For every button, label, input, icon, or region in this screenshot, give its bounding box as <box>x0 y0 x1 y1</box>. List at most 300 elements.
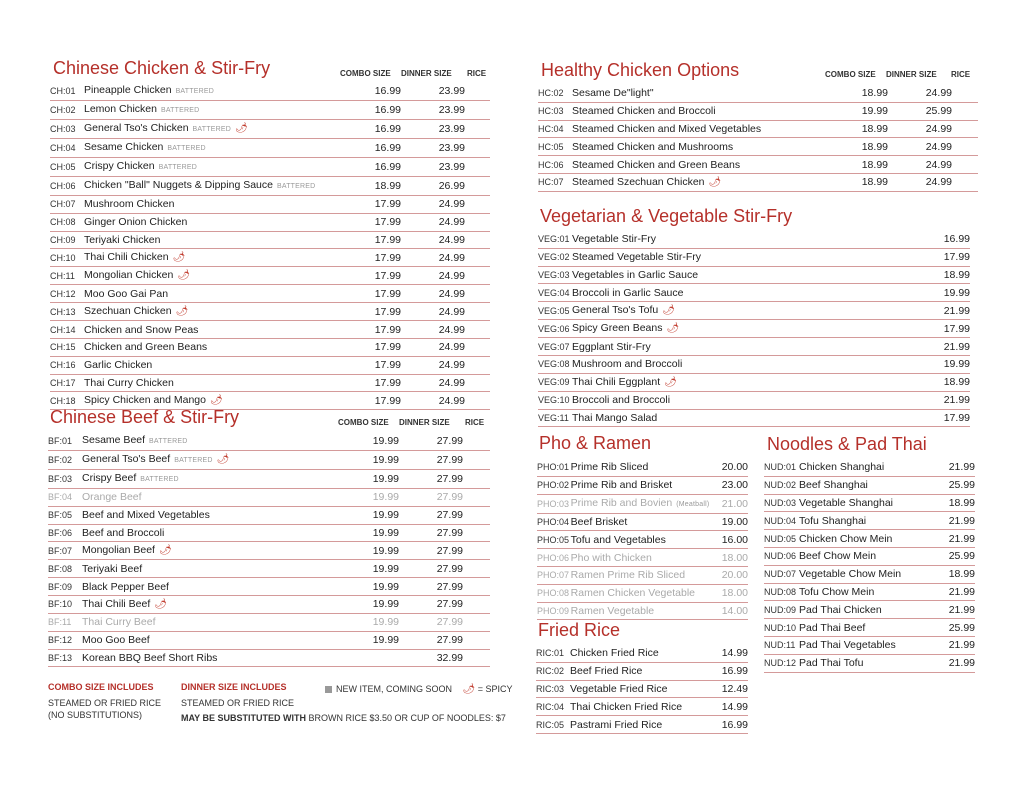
rice-cell <box>463 470 490 489</box>
dinner-price: 24.99 <box>888 173 952 191</box>
rice-cell <box>463 489 490 507</box>
dinner-price: 27.99 <box>399 578 463 596</box>
item-name: General Tso's Beef <box>82 453 171 465</box>
item-name: Mushroom Chicken <box>84 198 175 211</box>
item-name: General Tso's Chicken <box>84 122 189 134</box>
combo-price: 19.99 <box>344 506 399 524</box>
chili-pepper-icon: 🌶︎ <box>177 270 191 282</box>
table-row <box>538 120 978 138</box>
dinner-price: 27.99 <box>399 542 463 560</box>
combo-price: 17.99 <box>346 374 401 392</box>
battered-tag: BATTERED <box>149 438 188 445</box>
item-name-cell <box>82 578 344 596</box>
table-row <box>764 619 975 637</box>
item-name-cell <box>84 196 346 214</box>
item-name-cell <box>799 583 935 601</box>
item-name: Teriyaki Beef <box>82 562 143 575</box>
item-name-cell <box>799 619 935 637</box>
dinner-price: 24.99 <box>401 303 465 321</box>
chili-pepper-icon: 🌶︎ <box>216 454 230 465</box>
table-row <box>48 578 490 596</box>
item-name: Mongolian Beef <box>82 544 155 557</box>
item-price: 16.99 <box>911 231 970 248</box>
item-code: VEG:09 <box>538 373 572 391</box>
item-code: CH:15 <box>50 338 84 356</box>
rice-cell <box>465 196 490 214</box>
rice-cell <box>465 82 490 101</box>
table-row <box>48 595 490 613</box>
rice-cell <box>465 177 490 196</box>
item-code: NUD:04 <box>764 512 799 530</box>
rice-cell <box>465 285 490 303</box>
item-code: VEG:04 <box>538 284 572 302</box>
dinner-price: 24.99 <box>401 321 465 339</box>
item-code: BF:13 <box>48 649 82 667</box>
table-row <box>50 338 490 356</box>
rice-cell <box>465 231 490 249</box>
item-code: PHO:06 <box>537 549 571 567</box>
healthy-table <box>538 85 978 192</box>
item-code: CH:09 <box>50 231 84 249</box>
dinner-price: 27.99 <box>399 451 463 470</box>
chili-pepper-icon: 🌶︎ <box>664 376 677 388</box>
combo-price: 17.99 <box>346 338 401 356</box>
item-code: CH:02 <box>50 101 84 120</box>
dinner-price: 27.99 <box>399 489 463 507</box>
item-price: 21.99 <box>911 302 970 320</box>
item-name: Ramen Prime Rib Sliced <box>570 569 686 582</box>
item-name: Eggplant Stir-Fry <box>572 340 651 353</box>
item-code: CH:16 <box>50 356 84 374</box>
item-name: Steamed Vegetable Stir-Fry <box>572 251 701 264</box>
item-name-cell <box>84 139 346 158</box>
item-code: VEG:11 <box>538 409 572 427</box>
rice-title: Fried Rice <box>538 620 621 640</box>
rice-cell <box>463 542 490 560</box>
battered-tag: BATTERED <box>276 183 316 190</box>
item-code: PHO:04 <box>537 513 571 531</box>
veg-table <box>538 231 970 427</box>
table-row <box>48 542 490 560</box>
dinner-price: 23.99 <box>401 120 465 139</box>
rice-cell <box>952 120 978 138</box>
item-name-cell <box>572 409 911 427</box>
table-row <box>50 213 490 231</box>
item-name: Korean BBQ Beef Short Ribs <box>82 651 218 664</box>
item-price: 16.99 <box>706 716 748 734</box>
combo-price: 19.99 <box>344 489 399 507</box>
combo-price: 17.99 <box>346 213 401 231</box>
table-row <box>537 513 748 531</box>
table-row <box>50 231 490 249</box>
item-price: 18.99 <box>911 266 970 284</box>
item-name: Prime Rib and Brisket <box>570 479 673 492</box>
table-row <box>48 432 490 451</box>
item-name-cell <box>571 602 710 620</box>
chili-pepper-icon: 🌶︎ <box>158 545 172 557</box>
item-code: CH:18 <box>50 392 84 410</box>
dinner-price: 27.99 <box>399 595 463 613</box>
beef-rice-header: RICE <box>465 418 485 427</box>
item-name-cell <box>82 595 344 613</box>
rice-cell <box>463 560 490 578</box>
item-name-cell <box>799 636 935 654</box>
item-name-cell <box>799 459 935 476</box>
item-price: 16.99 <box>706 662 748 680</box>
item-code: VEG:05 <box>538 302 572 320</box>
item-name: Beef and Broccoli <box>82 526 165 539</box>
item-name-cell <box>84 356 346 374</box>
item-name-cell <box>84 231 346 249</box>
item-price: 21.99 <box>935 601 975 619</box>
item-name: Vegetable Chow Mein <box>799 568 902 581</box>
table-row <box>538 409 970 427</box>
item-name-cell <box>572 302 911 320</box>
item-code: PHO:05 <box>537 531 571 549</box>
legend <box>325 683 513 696</box>
table-row <box>536 680 748 698</box>
combo-price: 19.99 <box>344 578 399 596</box>
item-name-cell <box>570 716 706 734</box>
chicken-table <box>50 82 490 410</box>
beef-combo-header: COMBO SIZE <box>338 418 389 427</box>
item-name-cell <box>84 374 346 392</box>
combo-includes-heading: COMBO SIZE INCLUDES <box>48 682 154 692</box>
table-row <box>538 102 978 120</box>
item-price: 17.99 <box>911 320 970 338</box>
item-name: General Tso's Tofu <box>572 304 659 317</box>
rice-cell <box>463 578 490 596</box>
item-code: VEG:06 <box>538 320 572 338</box>
item-name-cell <box>572 373 911 391</box>
item-name-cell <box>571 531 710 549</box>
combo-price: 18.99 <box>834 173 888 191</box>
chili-pepper-icon: 🌶︎ <box>234 123 248 134</box>
table-row <box>50 267 490 285</box>
item-price: 21.99 <box>935 512 975 530</box>
item-name: Vegetables in Garlic Sauce <box>572 268 699 281</box>
table-row <box>50 196 490 214</box>
chili-pepper-icon: 🌶︎ <box>172 252 186 264</box>
table-row <box>538 156 978 174</box>
rice-cell <box>465 139 490 158</box>
item-code: BF:03 <box>48 470 82 489</box>
rice-cell <box>463 506 490 524</box>
dinner-price: 27.99 <box>399 560 463 578</box>
table-row <box>764 476 975 494</box>
item-name-cell <box>799 512 935 530</box>
item-code: PHO:03 <box>537 494 571 513</box>
item-price: 21.99 <box>911 338 970 356</box>
dinner-price: 27.99 <box>399 631 463 649</box>
table-row <box>538 138 978 156</box>
table-row <box>538 391 970 409</box>
table-row <box>538 85 978 102</box>
combo-price: 17.99 <box>346 392 401 410</box>
item-name: Ginger Onion Chicken <box>84 216 188 229</box>
item-name: Vegetable Fried Rice <box>570 682 668 695</box>
item-name: Pad Thai Tofu <box>799 657 864 670</box>
item-code: NUD:02 <box>764 476 799 494</box>
table-row <box>764 512 975 530</box>
item-code: NUD:05 <box>764 530 799 548</box>
item-name: Crispy Chicken <box>84 160 155 172</box>
table-row <box>48 631 490 649</box>
table-row <box>538 284 970 302</box>
item-name: Sesame De"light" <box>572 87 654 100</box>
item-name-cell <box>84 177 346 196</box>
item-name-cell <box>82 506 344 524</box>
item-code: NUD:06 <box>764 547 799 565</box>
pho-table <box>537 459 748 620</box>
item-name: Beef Shanghai <box>799 479 868 492</box>
combo-price: 19.99 <box>344 613 399 631</box>
healthy-rice-header: RICE <box>951 70 971 79</box>
item-name: Chicken Shanghai <box>799 461 885 474</box>
dinner-price: 23.99 <box>401 101 465 120</box>
item-price: 21.99 <box>935 654 975 672</box>
item-price: 14.00 <box>709 602 748 620</box>
table-row <box>48 470 490 489</box>
item-name: Pho with Chicken <box>570 551 652 564</box>
item-code: NUD:01 <box>764 459 799 476</box>
table-row <box>764 565 975 583</box>
combo-price: 19.99 <box>344 524 399 542</box>
rice-cell <box>465 321 490 339</box>
chicken-combo-header: COMBO SIZE <box>340 69 391 78</box>
item-name-cell <box>84 213 346 231</box>
rice-cell <box>465 267 490 285</box>
item-name: Garlic Chicken <box>84 359 153 372</box>
rice-cell <box>463 451 490 470</box>
item-code: CH:14 <box>50 321 84 339</box>
item-name: Steamed Chicken and Mixed Vegetables <box>572 122 762 135</box>
item-code: CH:13 <box>50 303 84 321</box>
item-code: VEG:01 <box>538 231 572 248</box>
combo-price: 16.99 <box>346 82 401 101</box>
item-code: NUD:09 <box>764 601 799 619</box>
item-code: BF:02 <box>48 451 82 470</box>
item-name: Steamed Szechuan Chicken <box>572 175 705 188</box>
item-code: NUD:11 <box>764 636 799 654</box>
item-price: 18.99 <box>911 373 970 391</box>
table-row <box>50 139 490 158</box>
item-name: Steamed Chicken and Green Beans <box>572 158 741 171</box>
table-row <box>538 320 970 338</box>
item-name-cell <box>572 248 911 266</box>
item-code: VEG:07 <box>538 338 572 356</box>
item-name: Mushroom and Broccoli <box>572 358 683 371</box>
table-row <box>50 249 490 267</box>
item-name: Pastrami Fried Rice <box>570 718 663 731</box>
table-row <box>50 374 490 392</box>
item-name-cell <box>82 649 344 667</box>
item-code: BF:06 <box>48 524 82 542</box>
item-code: NUD:10 <box>764 619 799 637</box>
item-name: Sesame Chicken <box>84 141 164 153</box>
item-name: Broccoli in Garlic Sauce <box>572 286 684 299</box>
item-code: BF:12 <box>48 631 82 649</box>
item-price: 14.99 <box>706 698 748 716</box>
item-code: HC:04 <box>538 120 572 138</box>
table-row <box>48 613 490 631</box>
item-code: CH:06 <box>50 177 84 196</box>
item-code: VEG:03 <box>538 266 572 284</box>
item-price: 21.99 <box>935 459 975 476</box>
rice-cell <box>465 101 490 120</box>
rice-cell <box>952 173 978 191</box>
item-name-cell <box>799 654 935 672</box>
item-name-cell <box>82 631 344 649</box>
beef-title: Chinese Beef & Stir-Fry <box>50 407 240 427</box>
item-code: RIC:04 <box>536 698 570 716</box>
battered-tag: BATTERED <box>174 457 213 464</box>
battered-tag: BATTERED <box>160 107 200 114</box>
rice-cell <box>465 338 490 356</box>
item-name: Black Pepper Beef <box>82 580 169 593</box>
combo-price: 16.99 <box>346 120 401 139</box>
item-name-cell <box>571 494 710 513</box>
item-name-cell <box>570 645 706 662</box>
item-name: Tofu and Vegetables <box>570 533 666 546</box>
item-code: BF:10 <box>48 595 82 613</box>
dinner-price: 26.99 <box>401 177 465 196</box>
item-name-cell <box>571 513 710 531</box>
dinner-price: 24.99 <box>401 196 465 214</box>
item-name-cell <box>571 476 710 494</box>
item-name: Sesame Beef <box>82 434 146 446</box>
table-row <box>764 636 975 654</box>
dinner-price: 27.99 <box>399 524 463 542</box>
chili-pepper-icon: 🌶︎ <box>662 305 675 317</box>
battered-tag: BATTERED <box>167 145 206 152</box>
item-name-cell <box>84 101 346 120</box>
item-name-cell <box>84 82 346 101</box>
item-price: 25.99 <box>935 547 975 565</box>
item-name-cell <box>84 285 346 303</box>
table-row <box>538 248 970 266</box>
item-name: Prime Rib and Bovien <box>570 496 673 509</box>
item-name: Pad Thai Chicken <box>799 603 882 616</box>
item-code: BF:05 <box>48 506 82 524</box>
rice-cell <box>465 392 490 410</box>
item-name: Chicken "Ball" Nuggets & Dipping Sauce <box>84 179 273 191</box>
item-price: 17.99 <box>911 248 970 266</box>
combo-price: 19.99 <box>344 560 399 578</box>
combo-price: 17.99 <box>346 356 401 374</box>
item-price: 21.99 <box>911 391 970 409</box>
item-name: Crispy Beef <box>82 472 137 484</box>
item-price: 19.99 <box>911 355 970 373</box>
dinner-price: 23.99 <box>401 158 465 177</box>
combo-price: 17.99 <box>346 285 401 303</box>
item-name-cell <box>82 451 344 470</box>
table-row <box>50 303 490 321</box>
item-code: PHO:09 <box>537 602 571 620</box>
noodles-table <box>764 459 975 673</box>
item-name: Beef and Mixed Vegetables <box>82 509 210 522</box>
item-price: 18.99 <box>935 565 975 583</box>
table-row <box>537 459 748 476</box>
item-code: NUD:12 <box>764 654 799 672</box>
rice-cell <box>465 120 490 139</box>
rice-cell <box>465 303 490 321</box>
item-name: Orange Beef <box>82 491 142 504</box>
table-row <box>537 494 748 513</box>
item-code: VEG:08 <box>538 355 572 373</box>
battered-tag: BATTERED <box>158 164 198 171</box>
item-code: BF:11 <box>48 613 82 631</box>
item-name-cell <box>572 102 834 120</box>
dinner-price: 24.99 <box>888 120 952 138</box>
item-name-cell <box>84 120 346 139</box>
item-code: PHO:02 <box>537 476 571 494</box>
table-row <box>764 459 975 476</box>
item-code: CH:07 <box>50 196 84 214</box>
substitution-note <box>181 712 506 724</box>
item-name-cell <box>572 120 834 138</box>
combo-price: 17.99 <box>346 231 401 249</box>
dinner-price: 27.99 <box>399 470 463 489</box>
item-code: BF:04 <box>48 489 82 507</box>
item-name: Pineapple Chicken <box>84 84 172 96</box>
item-name: Steamed Chicken and Mushrooms <box>572 140 734 153</box>
dinner-price: 24.99 <box>401 356 465 374</box>
item-name-cell <box>799 565 935 583</box>
rice-cell <box>952 85 978 102</box>
table-row <box>537 566 748 584</box>
table-row <box>50 82 490 101</box>
item-name-cell <box>82 524 344 542</box>
table-row <box>50 285 490 303</box>
combo-price: 16.99 <box>346 101 401 120</box>
table-row <box>50 101 490 120</box>
item-code: PHO:01 <box>537 459 571 476</box>
combo-price <box>344 649 399 667</box>
dinner-price: 27.99 <box>399 432 463 451</box>
item-name: Beef Chow Mein <box>799 550 877 563</box>
table-row <box>48 649 490 667</box>
item-price: 23.00 <box>709 476 748 494</box>
item-price: 12.49 <box>706 680 748 698</box>
rice-cell <box>463 595 490 613</box>
table-row <box>538 373 970 391</box>
combo-price: 18.99 <box>834 120 888 138</box>
combo-price: 17.99 <box>346 303 401 321</box>
item-name-cell <box>84 303 346 321</box>
item-code: VEG:02 <box>538 248 572 266</box>
rice-table <box>536 645 748 734</box>
item-name: Thai Mango Salad <box>572 411 658 424</box>
rice-cell <box>465 356 490 374</box>
item-name: Thai Curry Beef <box>82 616 156 629</box>
dinner-price: 32.99 <box>399 649 463 667</box>
item-price: 21.99 <box>935 530 975 548</box>
item-name-cell <box>572 355 911 373</box>
item-name-cell <box>799 601 935 619</box>
combo-price: 18.99 <box>834 156 888 174</box>
item-name-cell <box>572 231 911 248</box>
table-row <box>50 177 490 196</box>
item-code: CH:03 <box>50 120 84 139</box>
battered-tag: BATTERED <box>140 476 179 483</box>
item-name-cell <box>84 267 346 285</box>
item-name: Thai Chili Chicken <box>84 251 169 264</box>
rice-cell <box>465 249 490 267</box>
item-name-cell <box>82 613 344 631</box>
substitution-options: BROWN RICE $3.50 OR CUP OF NOODLES: $7 <box>308 713 506 723</box>
rice-cell <box>952 156 978 174</box>
